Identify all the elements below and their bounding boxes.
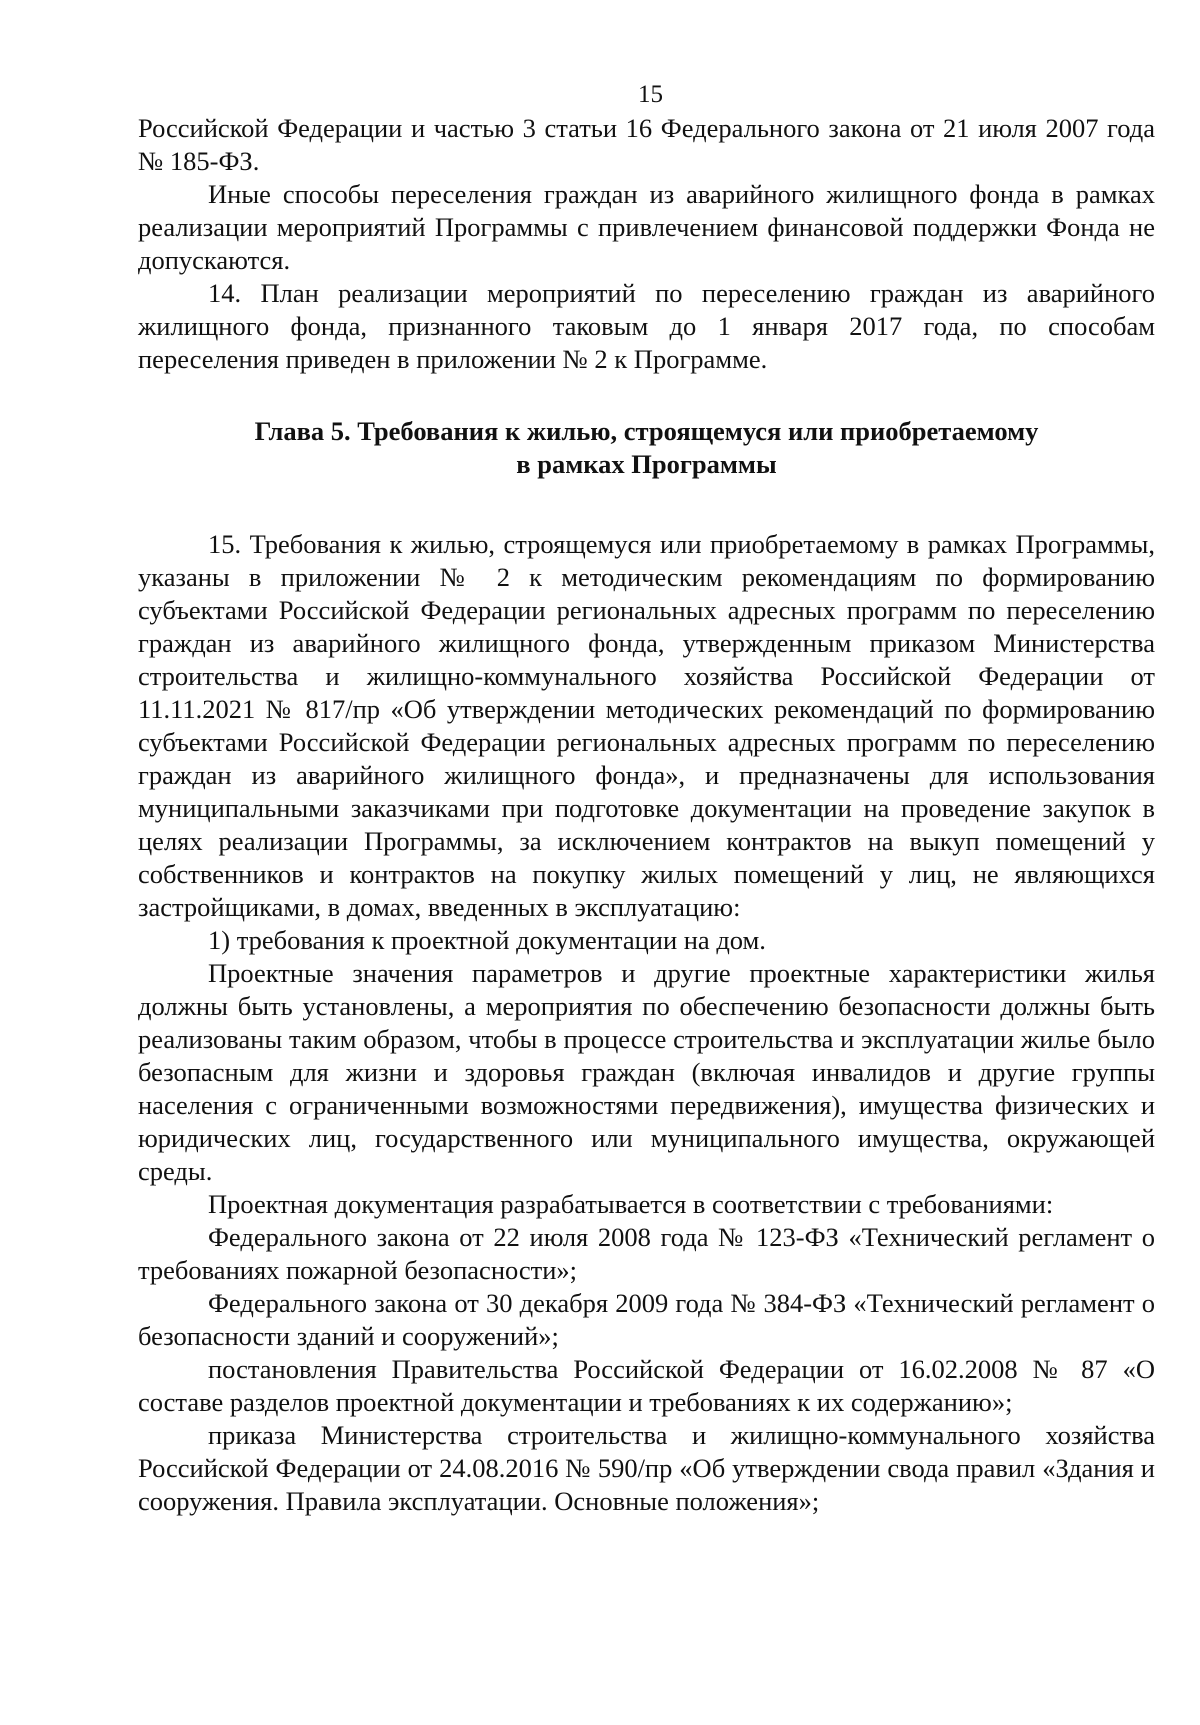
paragraph: постановления Правительства Российской Федерации от 16.02.2008 № 87 «О составе разделов проектной документации и требованиях к их содержанию»; <box>138 1354 1155 1417</box>
chapter-heading-line1: Глава 5. Требования к жилью, строящемуся или приобретаемому <box>254 416 1039 446</box>
paragraphs-top <box>138 112 1155 376</box>
page-number: 15 <box>638 81 663 108</box>
paragraph: Федерального закона от 22 июля 2008 года № 123-ФЗ «Технический регламент о требованиях пожарной безопасности»; <box>138 1222 1155 1285</box>
paragraph: Проектные значения параметров и другие проектные характеристики жилья должны быть установлены, а мероприятия по обеспечению безопасности должны быть реализованы таким образом, чтобы в процессе строительства и эксплуатации жилье было безопасным для жизни и здоровья граждан (включая инвалидов и другие группы населения с ограниченными возможностями передвижения), имущества физических и юридических лиц, государственного или муниципального имущества, окружающей среды. <box>138 958 1155 1186</box>
chapter-heading <box>138 415 1155 481</box>
paragraph: Федерального закона от 30 декабря 2009 года № 384-ФЗ «Технический регламент о безопасности зданий и сооружений»; <box>138 1288 1155 1351</box>
paragraph: приказа Министерства строительства и жилищно-коммунального хозяйства Российской Федерации от 24.08.2016 № 590/пр «Об утверждении свода правил «Здания и сооружения. Правила эксплуатации. Основные положения»; <box>138 1420 1155 1516</box>
paragraph: Проектная документация разрабатывается в соответствии с требованиями: <box>208 1189 1054 1219</box>
paragraphs-bottom <box>138 528 1155 1518</box>
paragraph: 15. Требования к жилью, строящемуся или приобретаемому в рамках Программы, указаны в приложении № 2 к методическим рекомендациям по формированию субъектами Российской Федерации региональных адресных программ по переселению граждан из аварийного жилищного фонда, утвержденным приказом Министерства строительства и жилищно-коммунального хозяйства Российской Федерации от 11.11.2021 № 817/пр «Об утверждении методических рекомендаций по формированию субъектами Российской Федерации региональных адресных программ по переселению граждан из аварийного жилищного фонда», и предназначены для использования муниципальными заказчиками при подготовке документации на проведение закупок в целях реализации Программы, за исключением контрактов на выкуп помещений у собственников и контрактов на покупку жилых помещений у лиц, не являющихся застройщиками, в домах, введенных в эксплуатацию: <box>138 529 1155 922</box>
paragraph: Российской Федерации и частью 3 статьи 16 Федерального закона от 21 июля 2007 года № 185-ФЗ. <box>138 113 1155 176</box>
paragraph: Иные способы переселения граждан из аварийного жилищного фонда в рамках реализации мероприятий Программы с привлечением финансовой поддержки Фонда не допускаются. <box>138 179 1155 275</box>
chapter-heading-line2: в рамках Программы <box>516 449 777 479</box>
document-page <box>138 80 1155 1518</box>
paragraph: 14. План реализации мероприятий по переселению граждан из аварийного жилищного фонда, признанного таковым до 1 января 2017 года, по способам переселения приведен в приложении № 2 к Программе. <box>138 278 1155 374</box>
paragraph: 1) требования к проектной документации на дом. <box>208 925 766 955</box>
